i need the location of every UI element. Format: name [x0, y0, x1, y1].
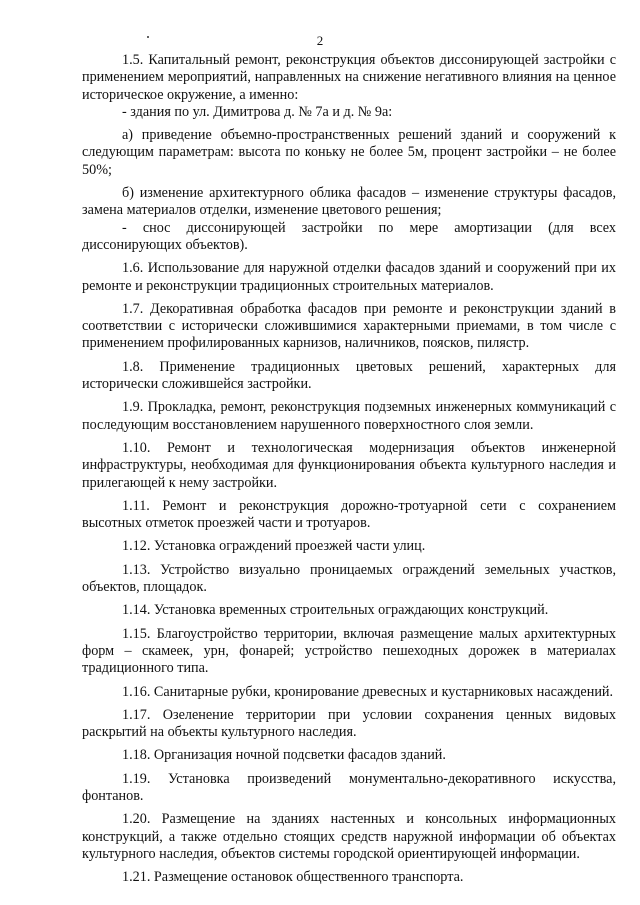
paragraph-1-8: 1.8. Применение традиционных цветовых решений, характерных для исторически сложившейся застройки. — [82, 358, 616, 393]
paragraph-1-17: 1.17. Озеленение территории при условии сохранения ценных видовых раскрытий на объекты культурного наследия. — [82, 706, 616, 741]
paragraph-1-19: 1.19. Установка произведений монументально-декоративного искусства, фонтанов. — [82, 770, 616, 804]
paragraph-1-10: 1.10. Ремонт и технологическая модернизация объектов инженерной инфраструктуры, необходимая для функционирования объекта культурного наследия и прилегающей к нему застройки. — [82, 439, 616, 491]
paragraph-1-6: 1.6. Использование для наружной отделки фасадов зданий и сооружений при их ремонте и реконструкции традиционных строительных материалов. — [82, 260, 616, 294]
paragraph-1-15: 1.15. Благоустройство территории, включая размещение малых архитектурных форм – скамеек, урн, фонарей; устройство пешеходных дорожек в материалах традиционного типа. — [82, 625, 616, 677]
page-number: 2 — [316, 33, 324, 48]
paragraph-1-11: 1.11. Ремонт и реконструкция дорожно-тротуарной сети с сохранением высотных отметок проезжей части и тротуаров. — [82, 497, 616, 532]
document-body — [82, 52, 616, 886]
paragraph-1-13: 1.13. Устройство визуально проницаемых ограждений земельных участков, объектов, площадок. — [82, 561, 616, 596]
paragraph-1-14: 1.14. Установка временных строительных ограждающих конструкций. — [122, 602, 549, 619]
paragraph-1-20: 1.20. Размещение на зданиях настенных и консольных информационных конструкций, а также отдельно стоящих средств наружной информации об объектах культурного наследия, объектов системы городской ориентирующей информации. — [82, 811, 616, 862]
paragraph-1-16: 1.16. Санитарные рубки, кронирование древесных и кустарниковых насаждений. — [122, 683, 614, 700]
paragraph-demolition: - снос диссонирующей застройки по мере амортизации (для всех диссонирующих объектов). — [82, 219, 616, 253]
paragraph-buildings: - здания по ул. Димитрова д. № 7а и д. № 9а: — [122, 103, 393, 120]
paragraph-1-7: 1.7. Декоративная обработка фасадов при ремонте и реконструкции зданий в соответствии с исторически сложившимися характерными приемами, в том числе с применением профилированных карнизов, наличников, поясков, пилястр. — [82, 300, 616, 352]
paragraph-item-a: а) приведение объемно-пространственных решений зданий и сооружений к следующим параметрам: высота по коньку не более 5м, процент застройки – не более 50%; — [82, 127, 616, 178]
paragraph-1-5: 1.5. Капитальный ремонт, реконструкция объектов диссонирующей застройки с применением мероприятий, направленных на снижение негативного влияния на ценное историческое окружение, а именно: — [82, 52, 616, 103]
paragraph-1-9: 1.9. Прокладка, ремонт, реконструкция подземных инженерных коммуникаций с последующим восстановлением нарушенного поверхностного слоя земли. — [82, 399, 616, 433]
paragraph-1-21: 1.21. Размещение остановок общественного транспорта. — [122, 869, 464, 886]
paragraph-1-12: 1.12. Установка ограждений проезжей части улиц. — [122, 538, 426, 555]
paragraph-1-18: 1.18. Организация ночной подсветки фасадов зданий. — [122, 747, 446, 764]
paragraph-item-b: б) изменение архитектурного облика фасадов – изменение структуры фасадов, замена материалов отделки, изменение цветового решения; — [82, 185, 616, 219]
